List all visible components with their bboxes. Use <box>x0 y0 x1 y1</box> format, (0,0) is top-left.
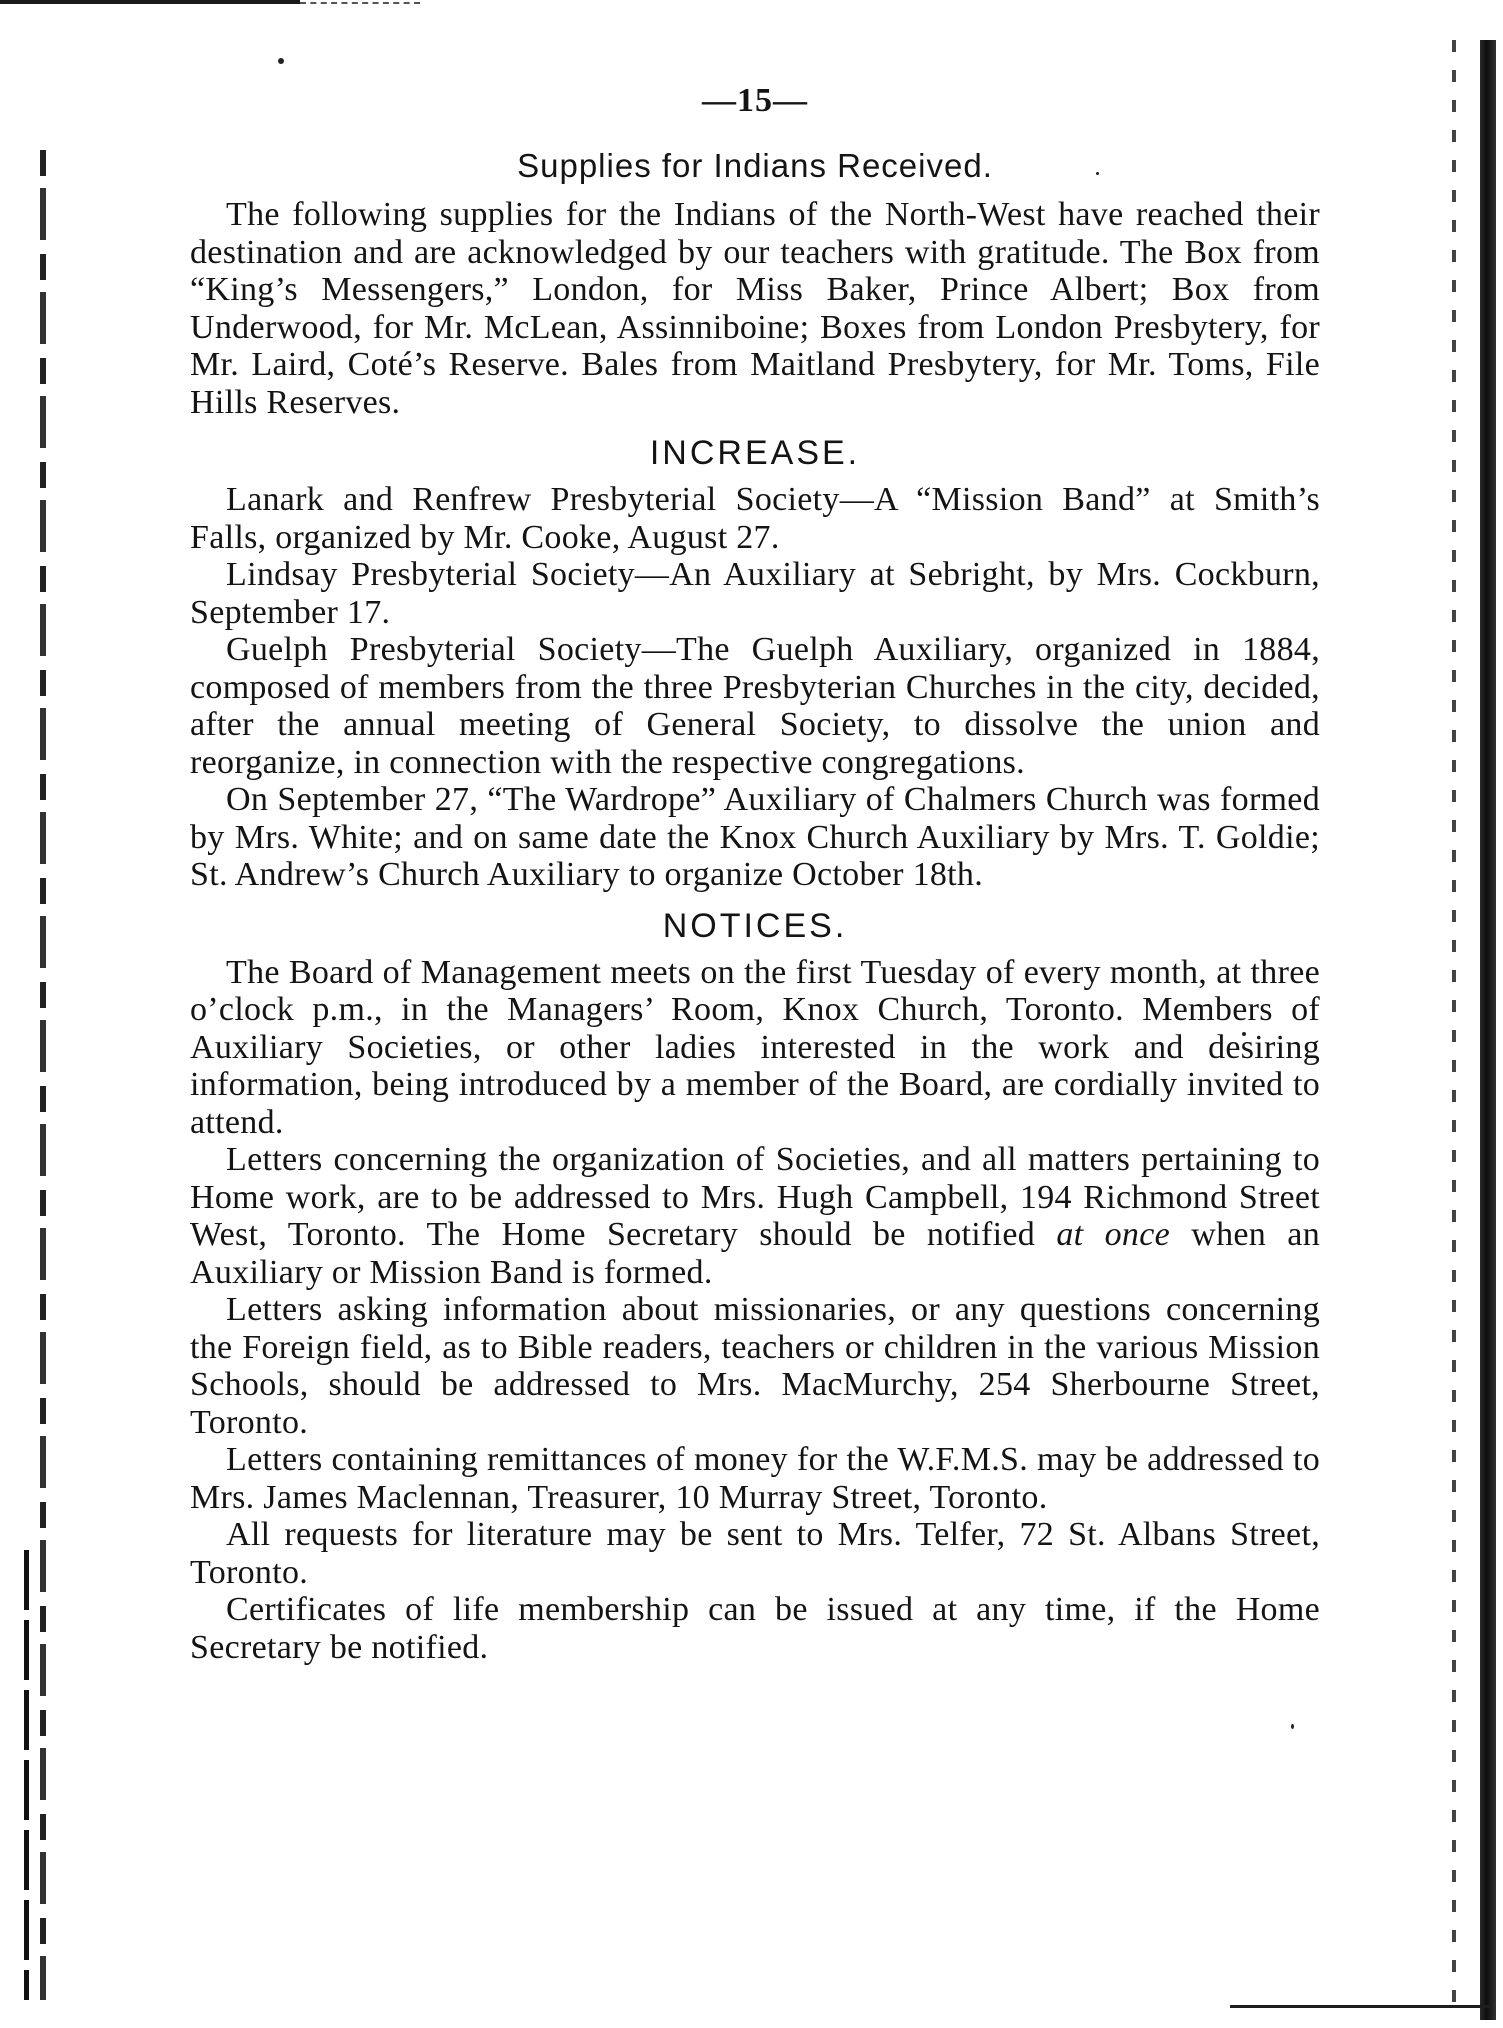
supplies-heading: Supplies for Indians Received. <box>517 147 993 184</box>
notices-heading: NOTICES. <box>662 906 848 945</box>
scan-edge-left <box>40 150 46 2000</box>
scan-edge-top-dashes <box>300 2 420 4</box>
increase-heading: INCREASE. <box>649 434 861 472</box>
increase-paragraph: Lindsay Presbyterial Society—An Auxiliary at Sebright, by Mrs. Cockburn, September 17. <box>190 556 1320 631</box>
notice-foreign-field-letters: Letters asking information about missionaries, or any questions concerning the Foreign field, as to Bible readers, teachers or children in the various Mission Schools, should be addressed to Mrs. MacMurchy, 254 Sherbourne Street, Toronto. <box>190 1291 1320 1441</box>
notice-text: Letters concerning the organization of Societies, and all matters pertaining to Home work, are to be addressed to Mrs. Hugh Campbell, 194 Richmond Street West, Toronto. The Home Secretary should be notified <box>190 1141 1320 1253</box>
ink-speck <box>278 58 284 64</box>
notice-text: when an Auxiliary or Mission Band is formed. <box>190 1216 1320 1291</box>
notice-life-membership: Certificates of life membership can be issued at any time, if the Home Secretary be notified. <box>190 1591 1320 1666</box>
scan-edge-left-outer <box>24 1550 29 2000</box>
scan-edge-bottom <box>1230 2005 1490 2008</box>
notice-board-meetings: The Board of Management meets on the first Tuesday of every month, at three o’clock p.m., in the Managers’ Room, Knox Church, Toronto. Members of Auxiliary Societies, or other ladies interested in the work and desiring information, being introduced by a member of the Board, are cordially invited to attend. <box>190 953 1320 1141</box>
ink-speck <box>1291 1724 1294 1729</box>
notice-remittances: Letters containing remittances of money for the W.F.M.S. may be addressed to Mrs. James Maclennan, Treasurer, 10 Murray Street, Toronto. <box>190 1441 1320 1516</box>
emphasis-text: at once <box>1056 1216 1170 1253</box>
increase-paragraph: Lanark and Renfrew Presbyterial Society—A “Mission Band” at Smith’s Falls, organized by Mr. Cooke, August 27. <box>190 481 1320 556</box>
supplies-paragraph: The following supplies for the Indians of the North-West have reached their destination and are acknowledged by our teachers with gratitude. The Box from “King’s Messengers,” London, for Miss Baker, Prince Albert; Box from Underwood, for Mr. McLean, Assinniboine; Boxes from London Presbytery, for Mr. Laird, Coté’s Reserve. Bales from Maitland Presbytery, for Mr. Toms, File Hills Reserves. <box>190 196 1320 421</box>
page-number: —15— <box>702 82 808 119</box>
supplies-section <box>190 146 1320 421</box>
scan-edge-right <box>1480 40 1496 2020</box>
notices-section <box>190 906 1320 1667</box>
increase-paragraph: Guelph Presbyterial Society—The Guelph Auxiliary, organized in 1884, composed of members from the three Presbyterian Churches in the city, decided, after the annual meeting of General Society, to dissolve the union and reorganize, in connection with the respective congregations. <box>190 631 1320 781</box>
notice-home-work-letters <box>190 1141 1320 1291</box>
document-page <box>190 82 1320 1666</box>
increase-section <box>190 433 1320 894</box>
scan-edge-right-dashes <box>1452 40 1456 2020</box>
scan-edge-top <box>0 0 300 4</box>
notice-literature-requests: All requests for literature may be sent to Mrs. Telfer, 72 St. Albans Street, Toronto. <box>190 1516 1320 1591</box>
increase-paragraph: On September 27, “The Wardrope” Auxiliary of Chalmers Church was formed by Mrs. White; and on same date the Knox Church Auxiliary by Mrs. T. Goldie; St. Andrew’s Church Auxiliary to organize October 18th. <box>190 781 1320 893</box>
